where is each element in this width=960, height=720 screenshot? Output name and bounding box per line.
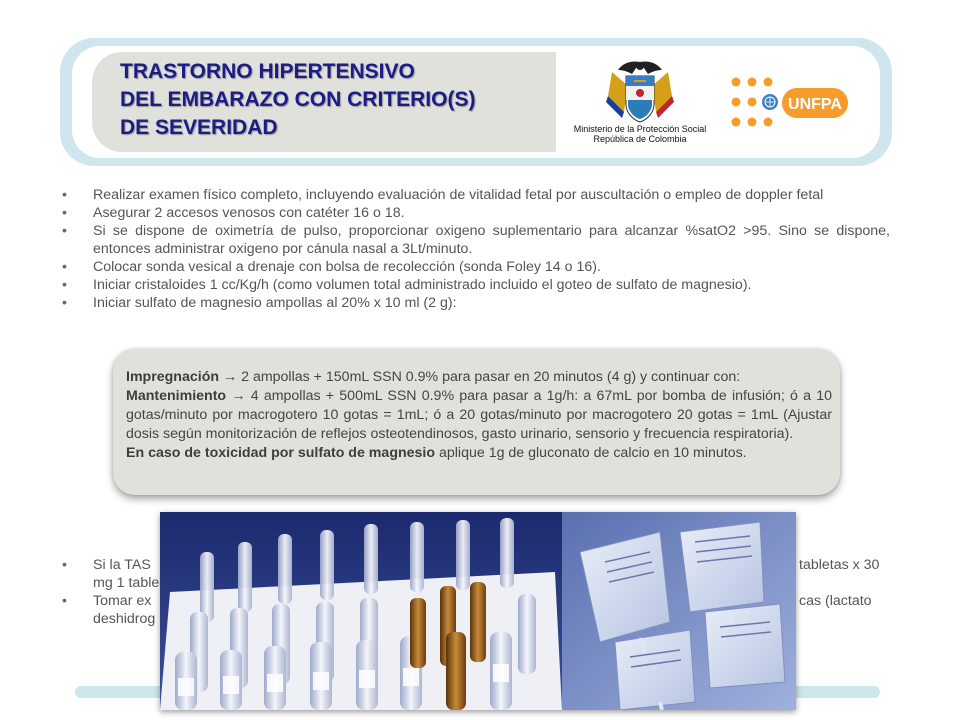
toxicidad-paragraph bbox=[126, 444, 832, 463]
mantenimiento-label: Mantenimiento bbox=[126, 388, 227, 404]
bullet-marker: • bbox=[62, 557, 67, 573]
list-item bbox=[62, 294, 890, 312]
list-item bbox=[62, 204, 890, 222]
list-item-text: mg 1 table bbox=[93, 575, 160, 591]
impregnacion-paragraph bbox=[126, 368, 832, 387]
ministry-logo-text bbox=[572, 124, 708, 144]
bullet-marker: • bbox=[62, 223, 67, 239]
list-item-text: Si la TAS bbox=[93, 557, 151, 573]
republic-name: República de Colombia bbox=[593, 134, 687, 144]
title-line-2: DEL EMBARAZO CON CRITERIO(S) bbox=[120, 88, 476, 111]
bullet-marker: • bbox=[62, 205, 67, 221]
title-line-1: TRASTORNO HIPERTENSIVO bbox=[120, 60, 415, 83]
list-item-text: Si se dispone de oximetría de pulso, proporcionar oxigeno suplementario para alcanzar %satO2 >95. Sino se dispone, entonces administrar oxigeno por cánula nasal a 3Lt/minuto. bbox=[93, 223, 890, 257]
list-item-text: Iniciar cristaloides 1 cc/Kg/h (como volumen total administrado incluido el goteo de sulfato de magnesio). bbox=[93, 277, 752, 293]
title-line-3: DE SEVERIDAD bbox=[120, 116, 278, 139]
unfpa-logo bbox=[728, 76, 848, 132]
list-item-text: Asegurar 2 accesos venosos con catéter 16 o 18. bbox=[93, 205, 405, 221]
instructions-list bbox=[62, 186, 890, 312]
list-item-text: Iniciar sulfato de magnesio ampollas al 20% x 10 ml (2 g): bbox=[93, 295, 457, 311]
list-item bbox=[62, 258, 890, 276]
unfpa-text: UNFPA bbox=[788, 96, 842, 113]
mantenimiento-paragraph bbox=[126, 387, 832, 444]
toxicidad-label: En caso de toxicidad por sulfato de magnesio bbox=[126, 445, 436, 461]
bullet-marker: • bbox=[62, 593, 67, 609]
list-item bbox=[62, 222, 890, 258]
list-item-text: Tomar ex bbox=[93, 593, 152, 609]
list-item bbox=[62, 186, 890, 204]
lower-text-fragment: cas (lactato bbox=[799, 593, 872, 609]
mantenimiento-text: → 4 ampollas + 500mL SSN 0.9% para pasar a 1g/h: a 67mL por bomba de infusión; ó a 10 gotas/minuto por macrogotero 10 gotas = 1mL; ó a 20 gotas/minuto por macrogotero 20 gotas = 1mL (Ajustar dosis según monitorización de reflejos osteotendinosos, gasto urinario, sensorio y frecuencia respiratoria). bbox=[126, 388, 832, 442]
toxicidad-text: aplique 1g de gluconato de calcio en 10 minutos. bbox=[439, 445, 747, 461]
impregnacion-label: Impregnación bbox=[126, 369, 220, 385]
bullet-marker: • bbox=[62, 295, 67, 311]
dosage-info-text bbox=[126, 368, 832, 463]
bullet-marker: • bbox=[62, 277, 67, 293]
bullet-marker: • bbox=[62, 187, 67, 203]
list-item-text: Colocar sonda vesical a drenaje con bolsa de recolección (sonda Foley 14 o 16). bbox=[93, 259, 601, 275]
lower-text-fragment: tabletas x 30 bbox=[799, 557, 880, 573]
list-item bbox=[62, 276, 890, 294]
ministry-name: Ministerio de la Protección Social bbox=[573, 124, 707, 134]
medication-photo bbox=[160, 512, 796, 710]
list-item-text: Realizar examen físico completo, incluyendo evaluación de vitalidad fetal por auscultación o empleo de doppler fetal bbox=[93, 187, 824, 203]
bullet-marker: • bbox=[62, 259, 67, 275]
impregnacion-text: → 2 ampollas + 150mL SSN 0.9% para pasar en 20 minutos (4 g) y continuar con: bbox=[222, 369, 741, 385]
list-item-text: deshidrog bbox=[93, 611, 156, 627]
